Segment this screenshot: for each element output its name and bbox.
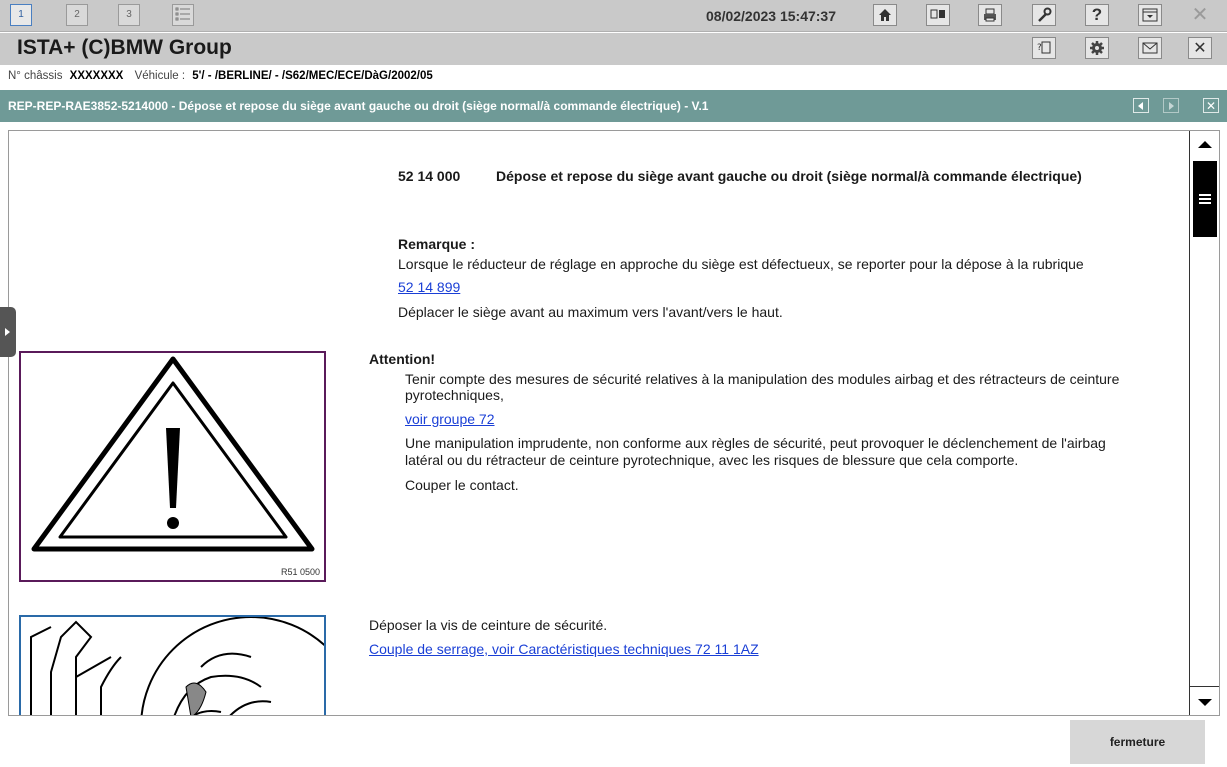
next-doc-button[interactable]: [1163, 98, 1179, 113]
tab-2[interactable]: 2: [66, 4, 88, 26]
torque-link[interactable]: Couple de serrage, voir Caractéristiques techniques 72 11 1AZ: [369, 641, 759, 657]
document-question-icon: [1036, 40, 1052, 56]
gear-icon: [1089, 40, 1105, 56]
app-title: ISTA+ (C)BMW Group: [17, 36, 232, 59]
remark-text: Lorsque le réducteur de réglage en approche du siège est défectueux, se reporter pour la dépose à la rubrique: [398, 256, 1084, 272]
scroll-down-icon[interactable]: [1190, 689, 1220, 715]
section-number: 52 14 000: [398, 168, 461, 184]
compare-button[interactable]: [926, 4, 950, 26]
envelope-icon: [1142, 41, 1158, 55]
warning-triangle-icon: [21, 353, 324, 580]
close-icon: ✕: [1193, 40, 1207, 57]
datetime-display: 08/02/2023 15:47:37: [706, 8, 836, 24]
previous-doc-button[interactable]: [1133, 98, 1149, 113]
home-button[interactable]: [873, 4, 897, 26]
move-seat-instruction: Déplacer le siège avant au maximum vers l'avant/vers le haut.: [398, 304, 783, 320]
attention-heading: Attention!: [369, 351, 436, 367]
list-view-button[interactable]: [172, 4, 194, 26]
printer-icon: [982, 7, 998, 23]
warning-image: [19, 351, 326, 582]
remark-link[interactable]: 52 14 899: [398, 279, 461, 295]
home-icon: [877, 7, 893, 23]
expand-arrow-icon: [0, 307, 16, 357]
vehicle-value: 5'/ - /BERLINE/ - /S62/MEC/ECE/DàG/2002/05: [192, 70, 433, 82]
arrow-left-icon: [1137, 102, 1145, 110]
side-panel-toggle[interactable]: [0, 307, 16, 357]
top-toolbar: [0, 0, 1227, 32]
question-icon: ?: [1091, 5, 1103, 24]
list-icon: [173, 5, 193, 25]
belt-screw-instruction: Déposer la vis de ceinture de sécurité.: [369, 617, 608, 633]
attention-line-1: Tenir compte des mesures de sécurité relatives à la manipulation des modules airbag et des rétracteurs de ceinture: [405, 371, 1120, 387]
svg-text:?: ?: [1037, 43, 1042, 53]
image-code: R51 0500: [280, 567, 320, 577]
dual-panel-icon: [930, 8, 946, 22]
minimize-button[interactable]: [1138, 4, 1162, 26]
chassis-value: XXXXXXX: [69, 70, 124, 82]
chassis-label: N° châssis: [8, 70, 63, 82]
vehicle-label: Véhicule :: [134, 70, 186, 82]
app-close-icon[interactable]: ✕: [1191, 4, 1209, 26]
warning-line-1: Une manipulation imprudente, non conforme aux règles de sécurité, peut provoquer le déclenchement de l'airbag: [405, 435, 1106, 451]
print-button[interactable]: [978, 4, 1002, 26]
tab-1[interactable]: 1: [10, 4, 32, 26]
scroll-up-icon[interactable]: [1190, 131, 1220, 157]
attention-link[interactable]: voir groupe 72: [405, 411, 495, 427]
mail-button[interactable]: [1138, 37, 1162, 59]
help-button[interactable]: [1085, 4, 1109, 26]
document-header: REP-REP-RAE3852-5214000 - Dépose et repose du siège avant gauche ou droit (siège normal/à commande électrique) - V.1: [0, 90, 1227, 122]
arrow-right-icon: [1167, 102, 1175, 110]
vertical-scrollbar[interactable]: [1189, 131, 1219, 715]
ignition-instruction: Couper le contact.: [405, 477, 519, 493]
wrench-icon: [1036, 7, 1052, 23]
window-down-icon: [1142, 8, 1158, 22]
close-icon: ✕: [1205, 98, 1217, 113]
remark-heading: Remarque :: [398, 236, 476, 252]
seatbelt-image: [19, 615, 326, 716]
warning-line-2: latéral ou du rétracteur de ceinture pyrotechnique, avec les risques de blessure que cela comporte.: [405, 452, 1019, 468]
tab-3[interactable]: 3: [118, 4, 140, 26]
title-bar: [0, 33, 1227, 65]
vehicle-info-bar: [0, 66, 1227, 87]
close-session-button[interactable]: [1188, 37, 1212, 59]
document-content: [8, 130, 1220, 716]
document-info-button[interactable]: [1032, 37, 1056, 59]
close-doc-button[interactable]: [1203, 98, 1219, 113]
attention-line-2: pyrotechniques,: [405, 387, 504, 403]
scrollbar-thumb[interactable]: [1193, 161, 1217, 237]
seatbelt-diagram-icon: [21, 617, 324, 716]
service-button[interactable]: [1032, 4, 1056, 26]
fermeture-button[interactable]: fermeture: [1070, 720, 1205, 764]
section-title: Dépose et repose du siège avant gauche ou droit (siège normal/à commande électrique): [496, 168, 1082, 184]
settings-button[interactable]: [1085, 37, 1109, 59]
